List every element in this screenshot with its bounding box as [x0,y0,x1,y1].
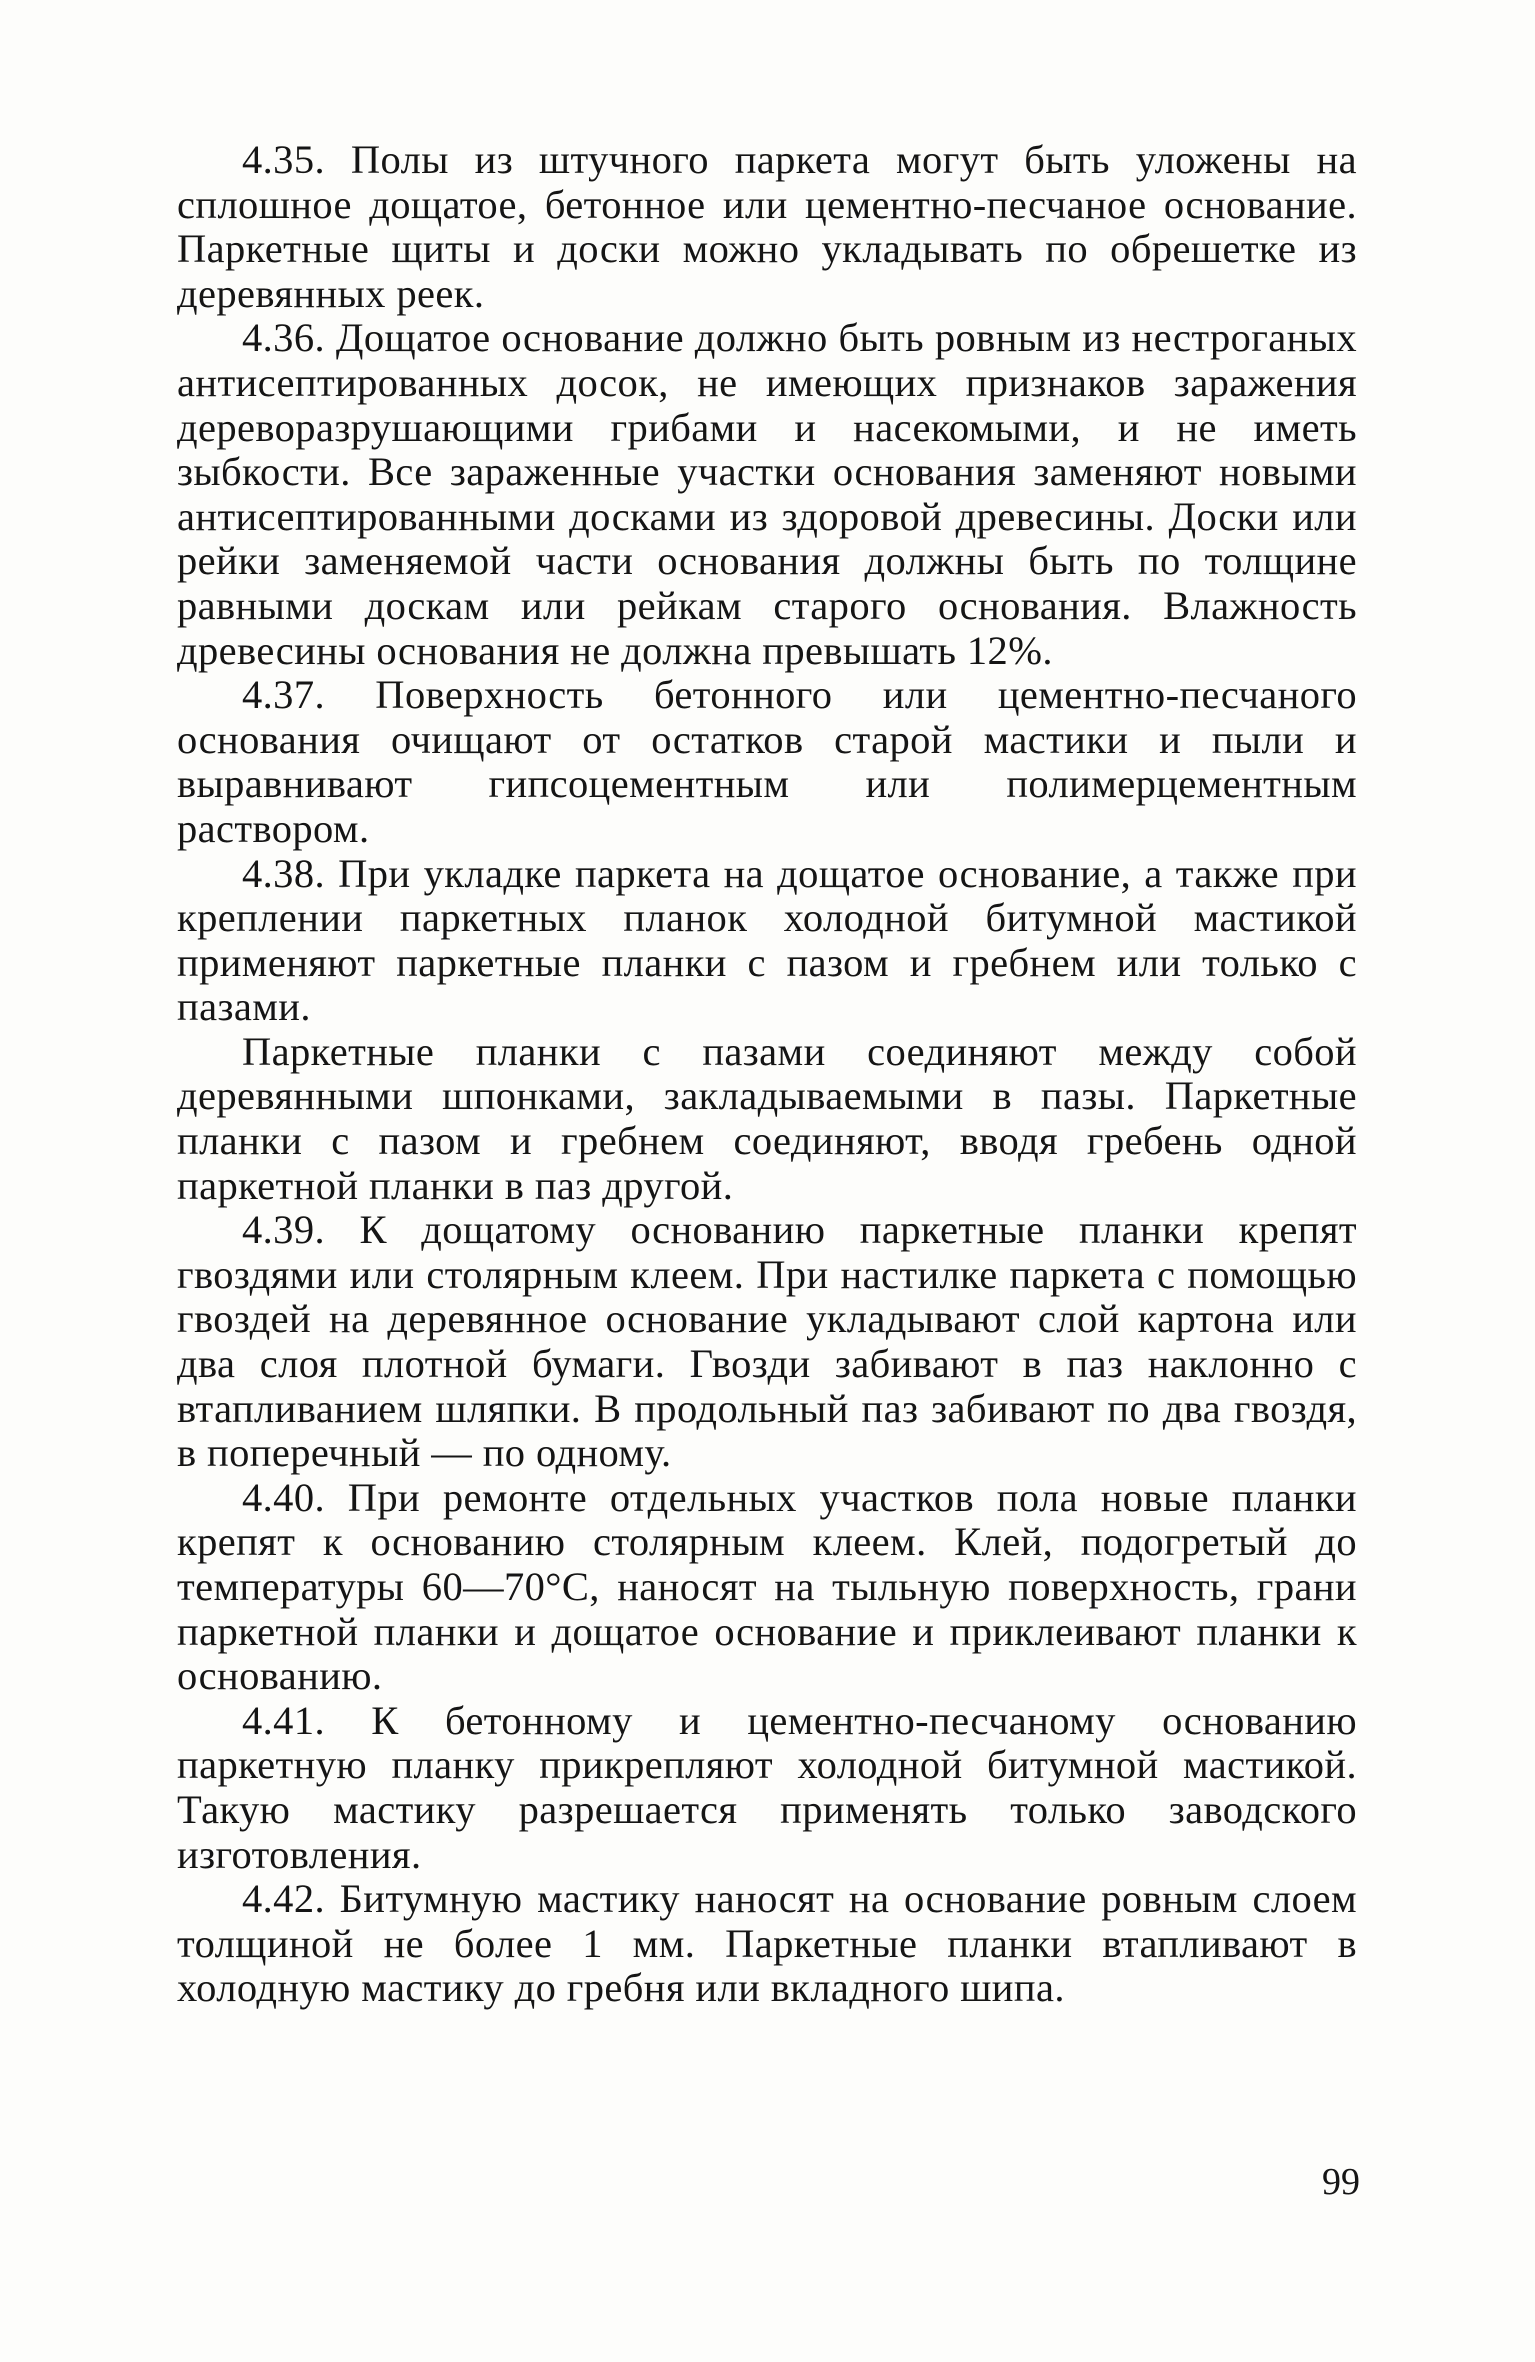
paragraph-4-37: 4.37. Поверхность бетонного или цементно-песчаного основания очищают от остатков старой мастики и пыли и выравнивают гипсоцементным или полимерцементным раствором. [177,672,1357,851]
paragraph-4-38-continued: Паркетные планки с пазами соединяют между собой деревянными шпонками, закладываемыми в пазы. Паркетные планки с пазом и гребнем соединяют, вводя гребень одной паркетной планки в паз другой. [177,1028,1357,1208]
paragraph-4-35: 4.35. Полы из штучного паркета могут быть уложены на сплошное дощатое, бетонное или цементно-песчаное основание. Паркетные щиты и доски можно укладывать по обрешетке из деревянных реек. [177,137,1357,316]
paragraph-4-39: 4.39. К дощатому основанию паркетные планки крепят гвоздями или столярным клеем. При настилке паркета с помощью гвоздей на деревянное основание укладывают слой картона или два слоя плотной бумаги. Гвозди забивают в паз наклонно с втапливанием шляпки. В продольный паз забивают по два гвоздя, в поперечный — по одному. [177,1207,1357,1476]
paragraph-4-40: 4.40. При ремонте отдельных участков пола новые планки крепят к основанию столярным клеем. Клей, подогретый до температуры 60—70°С, наносят на тыльную поверхность, грани паркетной планки и дощатое основание и приклеивают планки к основанию. [177,1474,1357,1699]
paragraph-4-41: 4.41. К бетонному и цементно-песчаному основанию паркетную планку прикрепляют холодной битумной мастикой. Такую мастику разрешается применять только заводского изготовления. [177,1697,1357,1877]
paragraph-4-42: 4.42. Битумную мастику наносят на основание ровным слоем толщиной не более 1 мм. Паркетные планки втапливают в холодную мастику до гребня или вкладного шипа. [177,1876,1357,2011]
paragraph-4-36: 4.36. Дощатое основание должно быть ровным из нестроганых антисептированных досок, не имеющих признаков заражения дереворазрушающими грибами и насекомыми, и не иметь зыбкости. Все зараженные участки основания заменяют новыми антисептированными досками из здоровой древесины. Доски или рейки заменяемой части основания должны быть по толщине равными доскам или рейкам старого основания. Влажность древесины основания не должна превышать 12%. [177,315,1357,673]
body-text [177,138,1357,2011]
page-number: 99 [1322,2161,1360,2203]
paragraph-4-38: 4.38. При укладке паркета на дощатое основание, а также при креплении паркетных планок холодной битумной мастикой применяют паркетные планки с пазом и гребнем или только с пазами. [177,850,1357,1030]
